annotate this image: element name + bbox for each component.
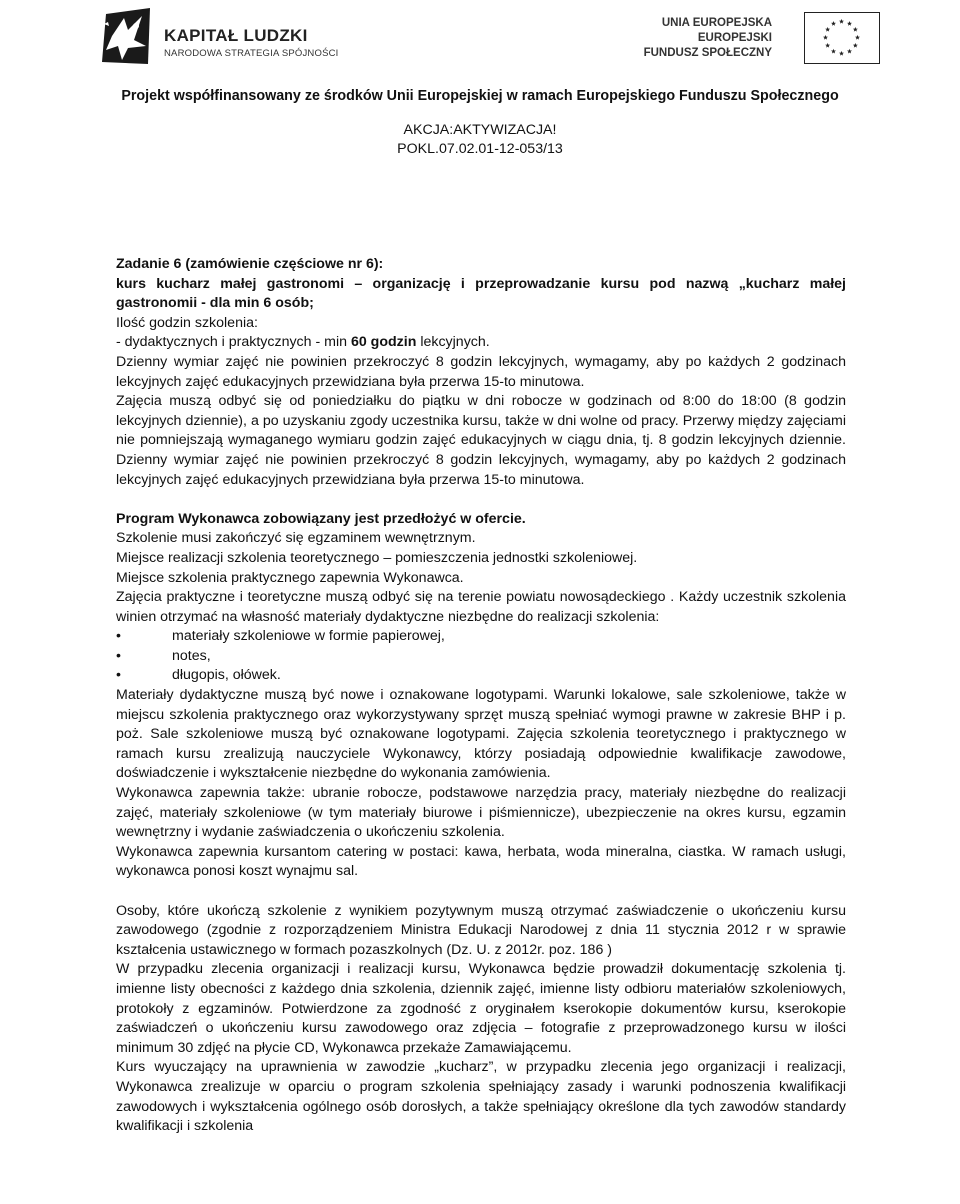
exam-line: Szkolenie musi zakończyć się egzaminem wewnętrznym. bbox=[116, 530, 476, 547]
list-item bbox=[116, 647, 846, 667]
list-item-text: materiały szkoleniowe w formie papierowej, bbox=[172, 628, 445, 645]
eu-star bbox=[839, 19, 844, 24]
eu-star bbox=[847, 21, 852, 26]
project-cofinancing-line: Projekt współfinansowany ze środków Unii Europejskiej w ramach Europejskiego Funduszu Społecznego bbox=[121, 88, 839, 104]
schedule-paragraph: Zajęcia muszą odbyć się od poniedziałku do piątku w dni robocze w godzinach od 8:00 do 18:00 (8 godzin lekcyjnych dziennie), a po uzyskaniu zgody uczestnika kursu, także w dni wolne od pracy. Przerwy między zajęciami nie pomniejszają wymaganego wymiaru godzin zajęć edukacyjnych w ciągu dnia, tj. 8 godzin lekcyjnych dziennie. Dzienny wymiar zajęć nie powinien przekroczyć 8 godzin lekcyjnych, wymagamy, aby po każdych 2 godzinach lekcyjnych zajęć edukacyjnych przewidziana była przerwa 15-to minutowa. bbox=[116, 393, 846, 488]
daily-limit-paragraph: Dzienny wymiar zajęć nie powinien przekroczyć 8 godzin lekcyjnych, wymagamy, aby po każdych 2 godzinach lekcyjnych zajęć edukacyjnych przewidziana była przerwa 15-to minutowa. bbox=[116, 353, 846, 390]
kapital-ludzki-subtitle: NARODOWA STRATEGIA SPÓJNOŚCI bbox=[164, 48, 339, 59]
eu-star bbox=[853, 27, 858, 32]
hours-value: 60 godzin bbox=[350, 334, 417, 351]
hours-line bbox=[116, 333, 846, 353]
list-item-text: długopis, ołówek. bbox=[172, 667, 281, 684]
eu-logo-line1: UNIA EUROPEJSKA bbox=[661, 17, 772, 29]
list-item bbox=[116, 666, 846, 686]
bullet-marker: • bbox=[116, 647, 121, 664]
eu-logo-text bbox=[644, 16, 772, 61]
qualification-paragraph: Kurs wyuczający na uprawnienia w zawodzie „kucharz”, w przypadku zlecenia jego organizacji i realizacji, Wykonawca zrealizuje w oparciu o program szkolenia spełniający zasady i warunki podnoszenia kwalifikacji zawodowych i wykształcenia ogólnego osób dorosłych, a także spełniający określone dla tych zawodów standardy kwalifikacji i szkolenia bbox=[116, 1059, 846, 1135]
list-item-text: notes, bbox=[172, 647, 211, 664]
eu-star bbox=[825, 43, 830, 48]
eu-star bbox=[855, 35, 860, 40]
practice-location-line: Miejsce szkolenia praktycznego zapewnia Wykonawca. bbox=[116, 569, 464, 586]
materials-requirements-paragraph: Materiały dydaktyczne muszą być nowe i oznakowane logotypami. Warunki lokalowe, sale szkoleniowe, także w miejscu szkolenia praktycznego oraz wykorzystywany sprzęt muszą spełniać wymogi prawne w zakresie BHP i p. poż. Sale szkoleniowe muszą być oznakowane logotypami. Zajęcia szkolenia teoretycznego i praktycznego w ramach kursu zrealizują nauczyciele Wykonawcy, którzy posiadają odpowiednie kwalifikacje zawodowe, doświadczenie i wykształcenie niezbędne do wykonania zamówienia. bbox=[116, 687, 846, 782]
eu-star bbox=[823, 35, 828, 40]
hours-prefix: - dydaktycznych i praktycznych - min bbox=[116, 334, 351, 351]
project-identifier bbox=[0, 121, 960, 159]
catering-paragraph: Wykonawca zapewnia kursantom catering w postaci: kawa, herbata, woda mineralna, ciastka. W ramach usługi, wykonawca ponosi koszt wynajmu sal. bbox=[116, 843, 846, 880]
eu-flag-icon bbox=[804, 12, 880, 64]
eu-star bbox=[853, 43, 858, 48]
project-code: POKL.07.02.01-12-053/13 bbox=[397, 141, 563, 157]
eu-star bbox=[831, 21, 836, 26]
materials-paragraph: Zajęcia praktyczne i teoretyczne muszą odbyć się na terenie powiatu nowosądeckiego . Każdy uczestnik szkolenia winien otrzymać na własność materiały dydaktyczne niezbędne do realizacji szkolenia: bbox=[116, 589, 846, 625]
documentation-paragraph: W przypadku zlecenia organizacji i realizacji kursu, Wykonawca będzie prowadził dokumentację szkolenia tj. imienne listy obecności z każdego dnia szkolenia, dziennik zajęć, imienne listy odbioru materiałów szkoleniowych, protokoły z egzaminów. Potwierdzone za zgodność z oryginałem kserokopie dokumentów kursu, kserokopie zaświadczeń o ukończeniu kursu zawodowego oraz zdjęcia – fotografie z przeprowadzonego kursu w ilości minimum 30 zdjęć na płycie CD, Wykonawca przekaże Zamawiającemu. bbox=[116, 961, 846, 1056]
eu-star bbox=[831, 49, 836, 54]
kapital-ludzki-emblem-icon bbox=[98, 6, 158, 68]
page-header bbox=[0, 0, 960, 104]
program-requirement: Program Wykonawca zobowiązany jest przedłożyć w ofercie. bbox=[116, 510, 526, 527]
eu-logo-line3: FUNDUSZ SPOŁECZNY bbox=[643, 47, 772, 59]
certificate-paragraph: Osoby, które ukończą szkolenie z wynikiem pozytywnym muszą otrzymać zaświadczenie o ukończeniu kursu zawodowego (zgodnie z rozporządzeniem Ministra Edukacji Narodowej z dnia 11 stycznia 2012 r w sprawie kształcenia ustawicznego w formach pozaszkolnych (Dz. U. z 2012r. poz. 186 ) bbox=[116, 902, 846, 958]
eu-star bbox=[839, 51, 844, 56]
hours-label: Ilość godzin szkolenia: bbox=[116, 314, 258, 331]
contractor-provides-paragraph: Wykonawca zapewnia także: ubranie robocze, podstawowe narzędzia pracy, materiały niezbędne do realizacji zajęć, materiały szkoleniowe (w tym materiały biurowe i piśmiennicze), ubezpieczenie na okres kursu, egzamin wewnętrzny i wydanie zaświadczenia o ukończeniu szkolenia. bbox=[116, 785, 846, 841]
bullet-marker: • bbox=[116, 628, 121, 645]
akcja-title: AKCJA:AKTYWIZACJA! bbox=[403, 122, 557, 138]
eu-logo bbox=[640, 10, 880, 72]
eu-star bbox=[825, 27, 830, 32]
kapital-ludzki-title: KAPITAŁ LUDZKI bbox=[164, 26, 308, 45]
task-heading: Zadanie 6 (zamówienie częściowe nr 6): bbox=[116, 256, 384, 272]
kapital-ludzki-logo bbox=[98, 6, 338, 68]
course-title: kurs kucharz małej gastronomi – organizację i przeprowadzanie kursu pod nazwą „kucharz małej gastronomii - dla min 6 osób; bbox=[116, 275, 846, 312]
bullet-marker: • bbox=[116, 667, 121, 684]
eu-logo-line2: EUROPEJSKI bbox=[697, 32, 772, 44]
hours-suffix: lekcyjnych. bbox=[416, 334, 490, 351]
theory-location-line: Miejsce realizacji szkolenia teoretycznego – pomieszczenia jednostki szkoleniowej. bbox=[116, 549, 638, 566]
eu-star bbox=[847, 49, 852, 54]
document-body bbox=[116, 255, 846, 1137]
list-item bbox=[116, 627, 846, 647]
